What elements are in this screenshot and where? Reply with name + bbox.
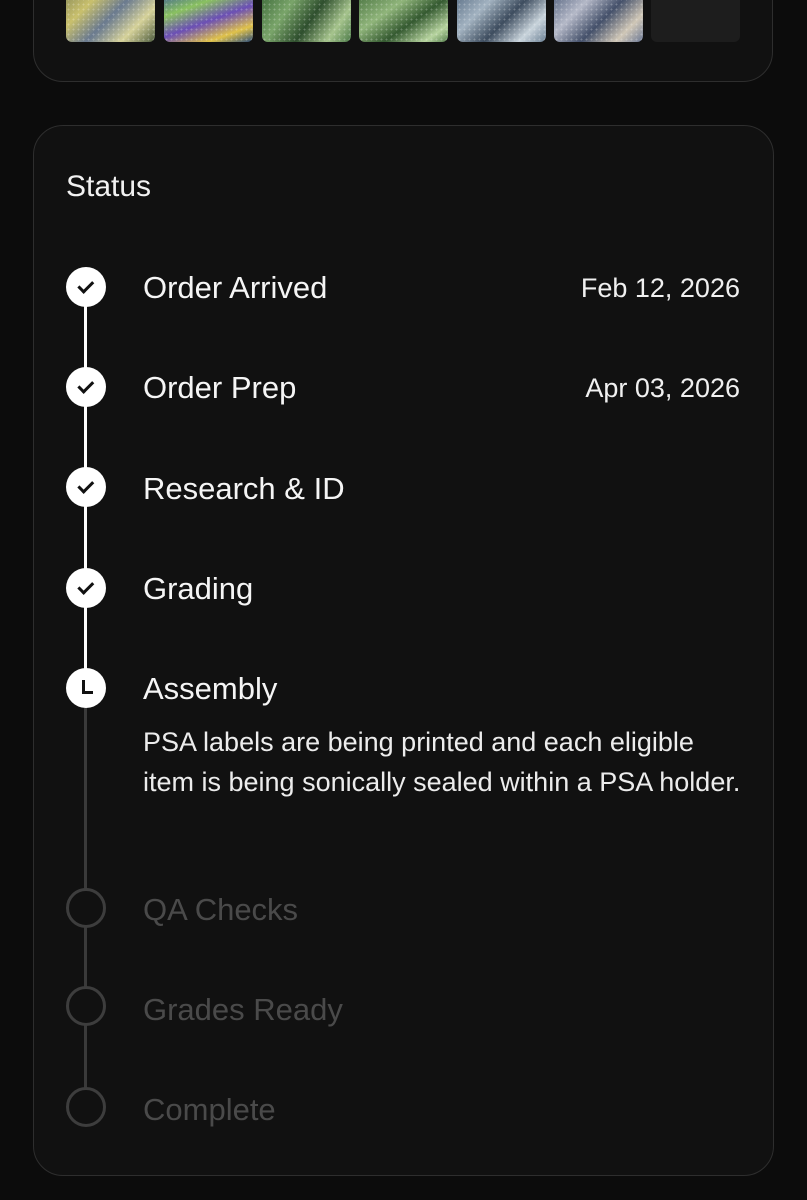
step-label-research-id: Research & ID bbox=[143, 471, 345, 506]
status-title: Status bbox=[66, 170, 152, 203]
card-thumbnail[interactable] bbox=[554, 0, 643, 42]
step-label-qa-checks: QA Checks bbox=[143, 892, 299, 927]
clock-icon bbox=[66, 668, 106, 708]
step-label-order-arrived: Order Arrived bbox=[143, 270, 328, 305]
card-thumbnail-placeholder[interactable] bbox=[651, 0, 740, 42]
step-label-grades-ready: Grades Ready bbox=[143, 992, 343, 1027]
step-label-order-prep: Order Prep bbox=[143, 370, 297, 405]
empty-circle-icon bbox=[66, 986, 106, 1026]
check-icon bbox=[66, 467, 106, 507]
empty-circle-icon bbox=[66, 1087, 106, 1127]
step-label-grading: Grading bbox=[143, 571, 254, 606]
card-thumbnail[interactable] bbox=[66, 0, 155, 42]
card-thumbnail[interactable] bbox=[457, 0, 546, 42]
check-icon bbox=[66, 568, 106, 608]
step-label-complete: Complete bbox=[143, 1092, 276, 1127]
step-date-order-arrived: Feb 12, 2026 bbox=[580, 273, 740, 303]
check-icon bbox=[66, 367, 106, 407]
card-thumbnail[interactable] bbox=[164, 0, 253, 42]
check-icon bbox=[66, 267, 106, 307]
card-thumbnail[interactable] bbox=[262, 0, 351, 42]
step-description-assembly: PSA labels are being printed and each eligible item is being sonically sealed within a PSA holder. bbox=[143, 727, 741, 797]
empty-circle-icon bbox=[66, 888, 106, 928]
card-thumbnail[interactable] bbox=[359, 0, 448, 42]
step-label-assembly: Assembly bbox=[143, 671, 278, 706]
step-date-order-prep: Apr 03, 2026 bbox=[585, 373, 740, 403]
